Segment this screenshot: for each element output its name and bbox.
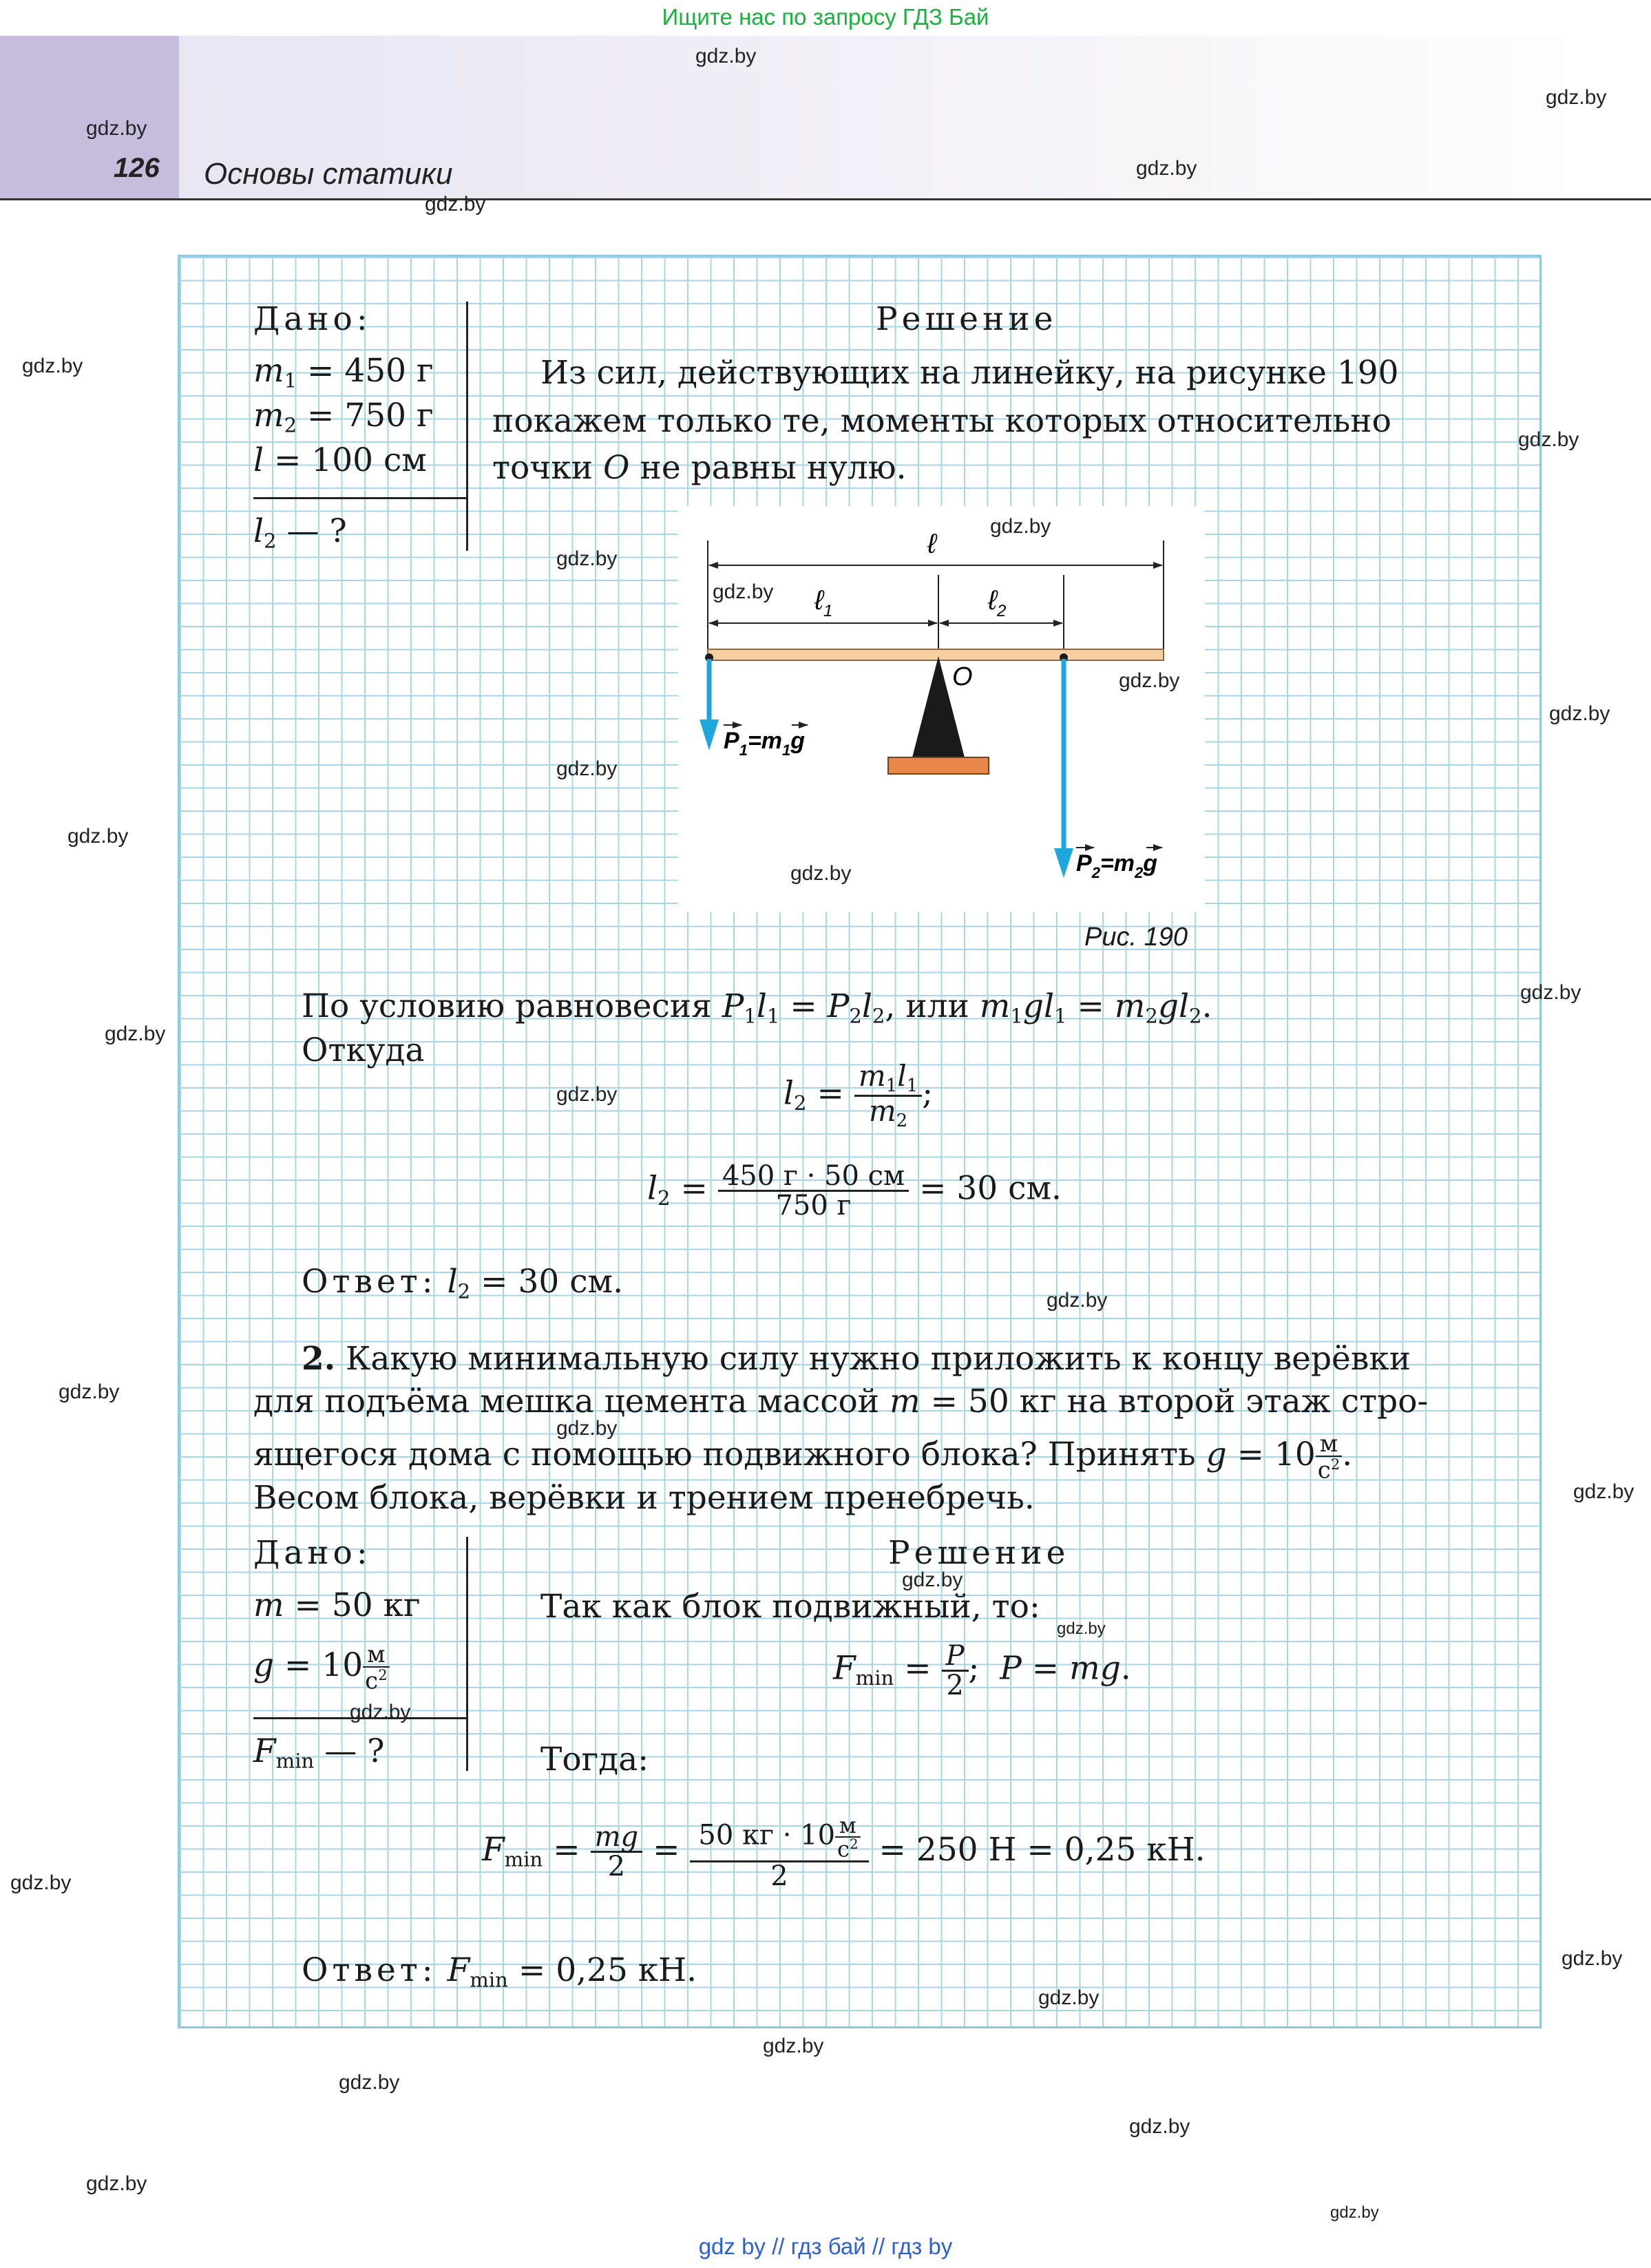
watermark: gdz.by — [1561, 1947, 1623, 1970]
solution-title-1: Решение — [876, 300, 1058, 338]
formula-l2-numeric: $l_2$ = $\frac{450 г \cdot 50 см}{750 г}$ = 30 см. — [647, 1160, 1062, 1221]
page-number: 126 — [114, 153, 160, 183]
formula-fmin: $F_{min}$ = $\frac{P}{2}$ ; P = mg. — [833, 1640, 1131, 1701]
given-m: m = 50 кг — [253, 1586, 421, 1624]
given-divider-1 — [253, 497, 468, 499]
find-l2: $l_2$ — ? — [253, 512, 347, 553]
watermark: gdz.by — [67, 825, 129, 848]
watermark: gdz.by — [556, 757, 618, 780]
watermark: gdz.by — [425, 193, 486, 216]
pivot-base — [888, 757, 989, 774]
footer-links[interactable]: gdz by // гдз бай // гдз by — [698, 2234, 953, 2259]
given-title-2: Дано: — [253, 1534, 372, 1572]
then-text: Тогда: — [540, 1741, 649, 1778]
given-g: g = 10 $\frac{м}{с^2}$ — [253, 1643, 390, 1692]
lever-diagram — [678, 506, 1205, 912]
formula-l2-symbolic: $l_2$ = $\frac{m_1l_1}{m_2}$ ; — [784, 1059, 934, 1131]
watermark: gdz.by — [713, 580, 774, 603]
p1-arrow-head — [700, 720, 719, 750]
label-p1: $P_1=m_1g$ — [724, 728, 806, 759]
intro-line-1: Из сил, действующих на линейку, на рисунке 190 — [540, 354, 1399, 392]
given-vertical-2 — [466, 1537, 468, 1771]
beam — [708, 649, 1164, 660]
watermark: gdz.by — [695, 45, 757, 67]
watermark: gdz.by — [556, 1083, 618, 1106]
intro-line-3: точки O не равны нулю. — [492, 449, 907, 487]
watermark: gdz.by — [10, 1871, 72, 1894]
watermark: gdz.by — [86, 2172, 147, 2195]
watermark: gdz.by — [1330, 2203, 1379, 2222]
p2-arrow-head — [1054, 848, 1073, 878]
answer-1: Ответ: $l_2 = 30$ см. — [302, 1263, 624, 1303]
watermark: gdz.by — [790, 862, 852, 885]
watermark: gdz.by — [1057, 1619, 1106, 1638]
watermark: gdz.by — [763, 2035, 824, 2057]
watermark: gdz.by — [86, 117, 147, 140]
watermark: gdz.by — [339, 2071, 400, 2094]
watermark: gdz.by — [105, 1022, 166, 1045]
problem2-line-1: 2. Какую минимальную силу нужно приложить к концу верёвки — [302, 1340, 1411, 1378]
watermark: gdz.by — [1129, 2115, 1190, 2138]
equilibrium-line: По условию равновесия $P_1l_1 = P_2l_2$, или $m_1gl_1 = m_2gl_2$. — [302, 987, 1212, 1028]
problem2-line-4: Весом блока, верёвки и трением пренебречь. — [253, 1479, 1035, 1517]
problem2-line-2: для подъёма мешка цемента массой m = 50 кг на второй этаж стро- — [253, 1383, 1429, 1420]
top-banner: Ищите нас по запросу ГДЗ Бай — [662, 4, 989, 30]
given-vertical-1 — [466, 302, 468, 551]
watermark: gdz.by — [902, 1568, 963, 1591]
section-title: Основы статики — [204, 157, 453, 191]
watermark: gdz.by — [1573, 1480, 1634, 1503]
given-m2: $m_2 = 750$ г — [253, 397, 434, 437]
watermark: gdz.by — [556, 547, 618, 570]
watermark: gdz.by — [1549, 702, 1610, 725]
formula-fmin-calc: $F_{min}$ = $\frac{mg}{2}$ = 50 кг · 10 $\frac{м}{с^2}$ 2 = 250 Н = 0,25 кН. — [482, 1812, 1206, 1892]
solution-title-2: Решение — [888, 1534, 1070, 1572]
label-pivot-o: O — [952, 662, 973, 691]
watermark: gdz.by — [1546, 86, 1607, 109]
label-p2: $P_2=m_2g$ — [1076, 850, 1158, 881]
label-l: ℓ — [927, 529, 936, 559]
watermark: gdz.by — [1518, 428, 1579, 451]
given-l: l = 100 см — [253, 441, 427, 479]
watermark: gdz.by — [350, 1701, 411, 1723]
figure-190 — [678, 506, 1205, 912]
given-m1: $m_1 = 450$ г — [253, 352, 434, 392]
since-text: Так как блок подвижный, то: — [540, 1588, 1040, 1626]
label-l2: ℓ$_2$ — [988, 585, 1007, 620]
given-title-1: Дано: — [253, 300, 372, 338]
whence: Откуда — [302, 1031, 425, 1069]
watermark: gdz.by — [1520, 981, 1581, 1004]
watermark: gdz.by — [59, 1380, 120, 1403]
watermark: gdz.by — [1119, 669, 1180, 692]
watermark: gdz.by — [1047, 1289, 1108, 1312]
watermark: gdz.by — [1136, 157, 1197, 180]
watermark: gdz.by — [1038, 1986, 1100, 2009]
answer-2: Ответ: $F_{min} = 0,25$ кН. — [302, 1951, 697, 1992]
header-divider — [0, 198, 1651, 200]
label-l1: ℓ$_1$ — [814, 585, 833, 620]
watermark: gdz.by — [990, 515, 1051, 538]
figure-caption: Рис. 190 — [1084, 923, 1188, 952]
find-fmin: $F_{min}$ — ? — [253, 1732, 385, 1773]
problem2-line-3: ящегося дома с помощью подвижного блока? Принять g = 10 $\frac{м}{с^2}$ . — [253, 1430, 1353, 1484]
intro-line-2: покажем только те, моменты которых относительно — [492, 402, 1391, 440]
watermark: gdz.by — [556, 1417, 618, 1440]
watermark: gdz.by — [22, 355, 83, 377]
